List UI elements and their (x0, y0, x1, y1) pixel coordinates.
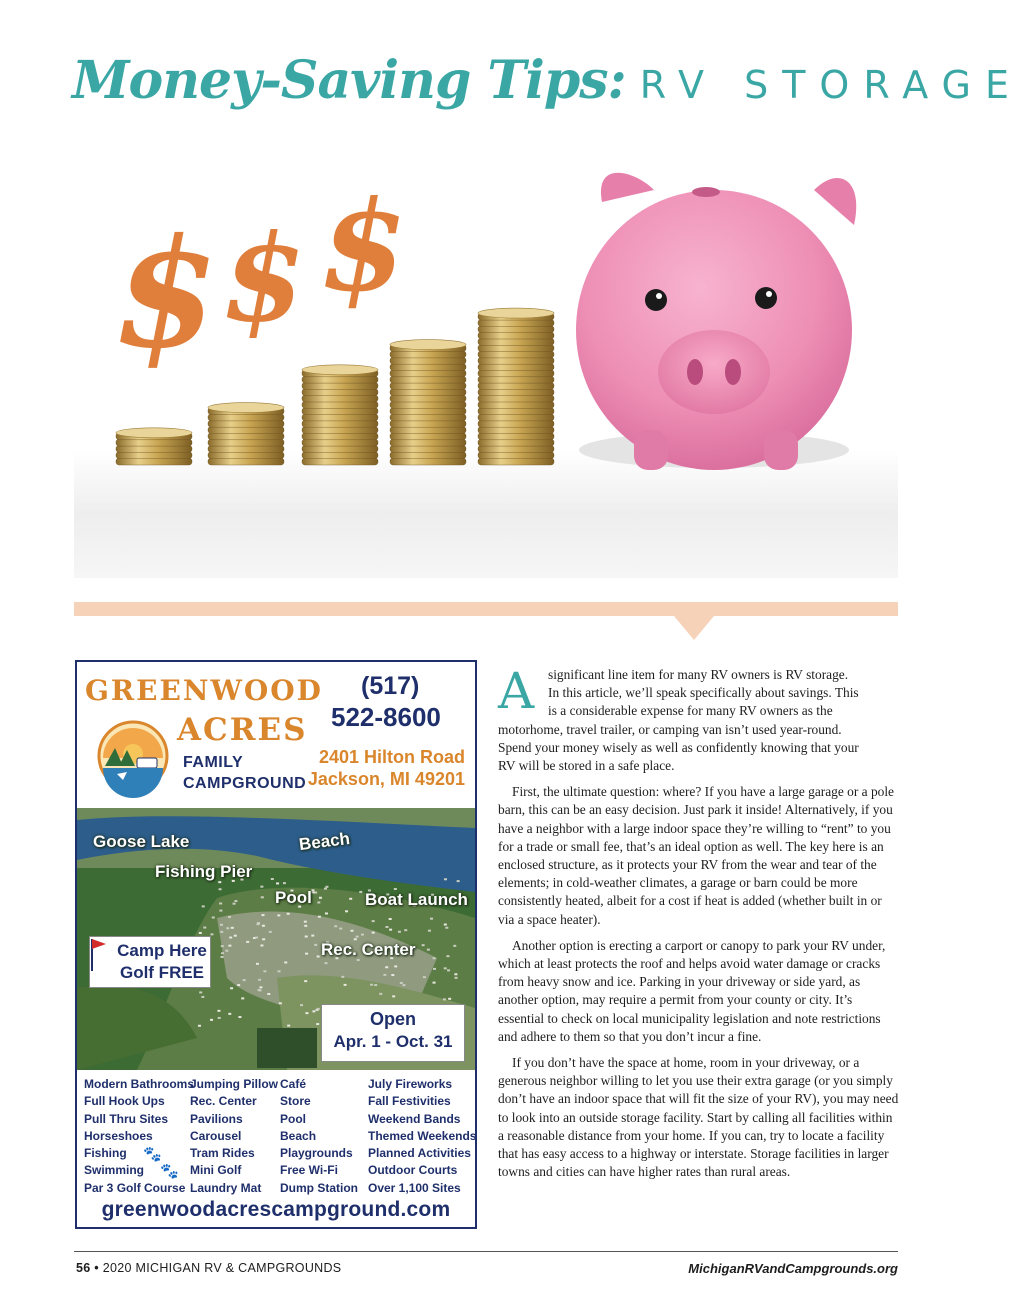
campsite-dot (314, 944, 317, 946)
hero-image (74, 150, 898, 578)
campsite-dot (361, 934, 364, 936)
amenity-item: Par 3 Golf Course (84, 1180, 186, 1195)
open-line1: Open (369, 1009, 416, 1029)
campsite-dot (279, 1002, 282, 1004)
campsite-dot (430, 918, 433, 920)
amenity-item: Weekend Bands (368, 1111, 461, 1126)
coin (390, 357, 466, 364)
article-paragraph-2: First, the ultimate question: where? If you have a large garage or a pole barn, this can be an easy decision. Just park it inside! Alternatively, if you have a neighbor with a large indoor space they’re willing to “rent” to you for a trade or small fee, that’s an ideal option as well. The key here is an enclosed structure, as it protects your RV from the wear and tear of the elements; in cold-weather climates, a garage or barn could be more consistently heated, albeit for a cost if heat is added (whether built in or via a space heater). (498, 784, 894, 927)
coin (478, 389, 554, 396)
campsite-dot (258, 979, 261, 981)
amenity-item: Pool (280, 1111, 306, 1126)
campsite-dot (319, 897, 322, 899)
dollar-sign-icon: $ (320, 174, 407, 320)
coin (390, 433, 466, 440)
amenity-item: Full Hook Ups (84, 1094, 165, 1109)
coin (116, 439, 192, 446)
coin (116, 458, 192, 465)
campsite-dot (349, 898, 352, 900)
campsite-dot (325, 912, 328, 914)
article-line: RV will be stored in a safe place. (498, 758, 675, 774)
campsite-dot (448, 998, 451, 1000)
map-label-boat-launch: Boat Launch (365, 890, 468, 909)
coin (390, 458, 466, 465)
coin (302, 439, 378, 446)
campsite-dot (199, 991, 202, 993)
campsite-dot (228, 945, 231, 947)
campsite-dot (312, 891, 315, 893)
coin (390, 401, 466, 408)
campsite-dot (317, 901, 320, 903)
coin (390, 370, 466, 377)
campsite-dot (218, 1017, 221, 1019)
drop-cap: A (498, 662, 535, 720)
campsite-dot (234, 900, 237, 902)
campsite-dot (444, 924, 447, 926)
coin (390, 382, 466, 389)
campsite-dot (304, 925, 307, 927)
campsite-dot (433, 982, 436, 984)
campsite-dot (198, 1025, 201, 1027)
campsite-dot (325, 886, 328, 888)
footer-website-link[interactable]: MichiganRVandCampgrounds.org (688, 1261, 898, 1276)
coin (478, 458, 554, 465)
amenities-column-4 (368, 1076, 476, 1197)
campsite-dot (256, 963, 259, 965)
campsite-dot (305, 1012, 308, 1014)
coin (208, 452, 284, 459)
coin (390, 445, 466, 452)
campsite-dot (234, 935, 237, 937)
map-label-pool: Pool (275, 888, 312, 907)
ad-address (305, 746, 465, 790)
greenwood-acres-advertisement[interactable] (75, 660, 477, 1229)
coin (478, 445, 554, 452)
coin (302, 458, 378, 465)
ad-family-campground-label (183, 752, 306, 794)
coin (478, 433, 554, 440)
coin (208, 414, 284, 421)
amenity-item: Pavilions (190, 1111, 243, 1126)
coin (302, 408, 378, 415)
campsite-dot (325, 962, 328, 964)
coin (478, 376, 554, 383)
campsite-dot (370, 984, 373, 986)
campsite-dot (398, 931, 401, 933)
campsite-dot (230, 987, 233, 989)
campsite-dot (237, 984, 240, 986)
campsite-dot (225, 950, 228, 952)
coin (478, 351, 554, 358)
campsite-dot (385, 966, 388, 968)
footer-separator: • (94, 1261, 99, 1275)
article-line: In this article, we’ll speak specifically about savings. This (548, 685, 859, 701)
coin (478, 395, 554, 402)
campsite-dot (454, 973, 457, 975)
campsite-dot (226, 927, 229, 929)
amenity-item: Beach (280, 1128, 317, 1143)
amenity-item: Store (280, 1094, 311, 1109)
campsite-dot (455, 977, 458, 979)
piggy-bank-icon (576, 173, 856, 470)
coin (208, 445, 284, 452)
campsite-dot (219, 888, 222, 890)
coin (478, 332, 554, 339)
page-title (72, 50, 1023, 130)
campsite-dot (260, 886, 263, 888)
coin (302, 452, 378, 459)
campsite-dot (317, 955, 320, 957)
campsite-dot (372, 920, 375, 922)
campsite-dot (312, 1010, 315, 1012)
campsite-dot (324, 888, 327, 890)
campsite-dot (443, 998, 446, 1000)
campsite-dot (201, 996, 204, 998)
campsite-dot (220, 924, 223, 926)
coin (116, 452, 192, 459)
coin (478, 382, 554, 389)
campsite-dot (259, 986, 262, 988)
amenity-item: Café (280, 1077, 307, 1091)
amenity-item: Playgrounds (280, 1146, 353, 1161)
coin-top (390, 340, 466, 350)
coin-top (208, 403, 284, 413)
campsite-dot (446, 955, 449, 957)
campsite-dot (284, 961, 287, 963)
campsite-dot (212, 917, 215, 919)
coin-top (302, 365, 378, 375)
campsite-dot (267, 993, 270, 995)
article-body (498, 662, 900, 1189)
coin (390, 351, 466, 358)
campground-logo-icon (97, 720, 169, 792)
open-line2: Apr. 1 - Oct. 31 (333, 1032, 453, 1051)
amenity-item: Outdoor Courts (368, 1163, 458, 1178)
campsite-dot (300, 1004, 303, 1006)
campsite-dot (238, 1016, 241, 1018)
coin (478, 420, 554, 427)
campsite-dot (260, 944, 263, 946)
amenity-item: Over 1,100 Sites (368, 1180, 461, 1195)
coin (478, 364, 554, 371)
campsite-dot (202, 905, 205, 907)
ad-aerial-photo (77, 808, 475, 1070)
coin (478, 414, 554, 421)
campsite-dot (305, 936, 308, 938)
campsite-dot (344, 984, 347, 986)
campsite-dot (444, 967, 447, 969)
coin (302, 433, 378, 440)
campsite-dot (262, 938, 265, 940)
amenity-item: Fishing (84, 1146, 127, 1161)
coin-top (478, 308, 554, 318)
ad-campground-text: CAMPGROUND (183, 775, 307, 792)
amenity-item: Swimming (84, 1163, 145, 1178)
campsite-dot (389, 918, 392, 920)
campsite-dot (318, 916, 321, 918)
campsite-dot (256, 923, 259, 925)
amenity-item: Planned Activities (368, 1146, 471, 1161)
footer-page-info (76, 1261, 341, 1275)
campsite-dot (219, 902, 222, 904)
amenity-item: Pull Thru Sites (84, 1111, 169, 1126)
campsite-dot (271, 878, 274, 880)
coin (302, 445, 378, 452)
campsite-dot (445, 927, 448, 929)
publication-name: 2020 MICHIGAN RV & CAMPGROUNDS (102, 1261, 342, 1275)
campsite-dot (394, 965, 397, 967)
golf-line1: Camp Here (117, 941, 207, 960)
campsite-dot (311, 935, 314, 937)
campsite-dot (278, 970, 281, 972)
coin (302, 420, 378, 427)
campsite-dot (372, 932, 375, 934)
campsite-dot (402, 984, 405, 986)
campsite-dot (350, 930, 353, 932)
campsite-dot (359, 891, 362, 893)
campsite-dot (433, 957, 436, 959)
campsite-dot (258, 989, 261, 991)
campsite-dot (317, 1008, 320, 1010)
map-label-fishing-pier: Fishing Pier (155, 862, 253, 881)
article-line: significant line item for many RV owners is RV storage. (548, 667, 849, 682)
ad-phone-area-code[interactable]: (517) (361, 672, 420, 700)
campsite-dot (383, 974, 386, 976)
campsite-dot (217, 1010, 220, 1012)
amenity-item: July Fireworks (368, 1077, 453, 1091)
campsite-dot (422, 944, 425, 946)
campsite-dot (241, 997, 244, 999)
campsite-dot (220, 931, 223, 933)
campsite-dot (385, 926, 388, 928)
golf-free-callout (89, 936, 211, 988)
section-divider-ribbon (74, 602, 898, 642)
campsite-dot (341, 976, 344, 978)
amenity-item: Fall Festivities (368, 1094, 451, 1109)
coin (208, 420, 284, 427)
coin (478, 427, 554, 434)
coin (478, 439, 554, 446)
ad-phone-number[interactable]: 522-8600 (331, 702, 441, 732)
campsite-dot (356, 936, 359, 938)
campsite-dot (287, 1025, 290, 1027)
amenity-item: Modern Bathrooms (84, 1077, 195, 1091)
coin (478, 319, 554, 326)
campsite-dot (433, 968, 436, 970)
campsite-dot (283, 882, 286, 884)
coin (390, 376, 466, 383)
coin (478, 408, 554, 415)
campsite-dot (246, 941, 249, 943)
amenity-item: Rec. Center (190, 1094, 257, 1109)
amenity-item: Free Wi-Fi (280, 1163, 338, 1178)
ad-family-text: FAMILY (183, 754, 244, 771)
amenity-item: Dump Station (280, 1180, 358, 1195)
map-label-goose-lake: Goose Lake (93, 832, 190, 851)
title-script-text: Money-Saving Tips: (72, 50, 626, 111)
campsite-dot (210, 1019, 213, 1021)
coins-and-piggy-bank-illustration (74, 150, 898, 578)
campsite-dot (277, 914, 280, 916)
coin (478, 401, 554, 408)
amenities-column-2 (190, 1076, 278, 1197)
campsite-dot (345, 910, 348, 912)
article-line: Spend your money wisely as well as confidently knowing that your (498, 739, 859, 755)
map-label-rec-center: Rec. Center (321, 940, 416, 959)
campsite-dot (276, 882, 279, 884)
campsite-dot (379, 993, 382, 995)
coin (478, 326, 554, 333)
coin (478, 452, 554, 459)
campsite-dot (221, 945, 224, 947)
campsite-dot (219, 910, 222, 912)
campsite-dot (287, 913, 290, 915)
campsite-dot (255, 937, 258, 939)
campsite-dot (261, 896, 264, 898)
coin (478, 357, 554, 364)
golf-flag-icon (90, 937, 108, 973)
campsite-dot (203, 927, 206, 929)
ad-campground-name-line2: ACRES (177, 712, 308, 748)
map-label-beach: Beach (297, 828, 351, 855)
article-paragraph-1 (498, 662, 900, 775)
coin (390, 414, 466, 421)
campsite-dot (262, 925, 265, 927)
paw-print-icon: 🐾 (160, 1163, 179, 1180)
golf-line2: Golf FREE (119, 963, 205, 982)
coin (208, 427, 284, 434)
campsite-dot (404, 929, 407, 931)
campsite-dot (444, 878, 447, 880)
ad-campground-name-line1: GREENWOOD (85, 674, 323, 707)
campsite-dot (233, 903, 236, 905)
ad-address-line2: Jackson, MI 49201 (307, 769, 465, 789)
coin (390, 452, 466, 459)
coin (390, 395, 466, 402)
coin (390, 427, 466, 434)
amenity-item: Carousel (190, 1128, 242, 1143)
campsite-dot (447, 969, 450, 971)
coin (390, 364, 466, 371)
campsite-dot (261, 914, 264, 916)
footer-divider (74, 1251, 898, 1252)
campsite-dot (389, 929, 392, 931)
campsite-dot (304, 980, 307, 982)
amenity-item: Themed Weekends (368, 1128, 477, 1143)
campsite-dot (427, 949, 430, 951)
article-line: is a considerable expense for many RV owners as the (548, 703, 833, 719)
coin (302, 414, 378, 421)
campsite-dot (199, 932, 202, 934)
coin (302, 427, 378, 434)
campsite-dot (228, 916, 231, 918)
amenities-column-3 (280, 1076, 358, 1197)
campsite-dot (243, 979, 246, 981)
campsite-dot (400, 982, 403, 984)
paw-print-icon: 🐾 (143, 1146, 162, 1163)
coin (478, 370, 554, 377)
coin (116, 445, 192, 452)
article-paragraph-4: If you don’t have the space at home, room in your driveway, or a generous neighbor willing to let you use their extra garage (or you simply don’t have an indoor space that will fit the size of your RV), you may need to look into an outside storage facility. Start by calling all facilities within a reasonable distance from your home. If you can, try to locate a facility that has easy access to a highway or interstate. Storage facilities in larger towns and cities can have higher rates than rural areas. (498, 1055, 899, 1180)
article-line: motorhome, travel trailer, or camping van isn’t used year-round. (498, 721, 842, 737)
amenity-item: Horseshoes (84, 1128, 153, 1143)
coin (390, 420, 466, 427)
coin-top (116, 428, 192, 438)
ad-website-link[interactable]: greenwoodacrescampground.com (101, 1198, 451, 1221)
campsite-dot (457, 880, 460, 882)
coin (208, 458, 284, 465)
dollar-sign-icon: $ (222, 208, 306, 349)
ad-address-line1: 2401 Hilton Road (318, 747, 465, 767)
open-season-callout (321, 1004, 465, 1062)
campsite-dot (374, 984, 377, 986)
campsite-dot (269, 931, 272, 933)
campsite-dot (304, 921, 307, 923)
campsite-dot (392, 995, 395, 997)
campsite-dot (221, 956, 224, 958)
page-number: 56 (76, 1261, 91, 1275)
amenity-item: Jumping Pillow (190, 1077, 279, 1091)
coin (302, 389, 378, 396)
article-paragraph-3: Another option is erecting a carport or canopy to park your RV under, which at least protects the roof and helps avoid water damage or cracks from heavy snow and ice. Parking in your driveway or side yard, as another option, may require a permit from your county or city. It’s essential to check on local municipality legislation and note restrictions and adhere to them so that you don’t incur a fine. (498, 937, 886, 1044)
campsite-dot (305, 953, 308, 955)
coin (390, 439, 466, 446)
coin (302, 395, 378, 402)
campsite-dot (334, 925, 337, 927)
campsite-dot (229, 937, 232, 939)
coin (302, 401, 378, 408)
coin (208, 433, 284, 440)
campsite-dot (316, 1023, 319, 1025)
dollar-sign-icon: $ (114, 206, 219, 382)
coin (302, 382, 378, 389)
campsite-dot (221, 952, 224, 954)
campsite-dot (423, 976, 426, 978)
coin (478, 338, 554, 345)
campsite-dot (428, 930, 431, 932)
campsite-dot (228, 1013, 231, 1015)
coin (208, 439, 284, 446)
amenity-item: Laundry Mat (190, 1180, 262, 1195)
campsite-dot (391, 974, 394, 976)
coin (390, 408, 466, 415)
title-caps-text: RV STORAGE (639, 63, 1023, 107)
coin (390, 389, 466, 396)
amenity-item: Mini Golf (190, 1163, 242, 1178)
campsite-dot (263, 970, 266, 972)
campsite-dot (231, 927, 234, 929)
amenity-item: Tram Rides (190, 1146, 255, 1161)
campsite-dot (339, 928, 342, 930)
campsite-dot (453, 945, 456, 947)
coin (478, 345, 554, 352)
coin (302, 376, 378, 383)
